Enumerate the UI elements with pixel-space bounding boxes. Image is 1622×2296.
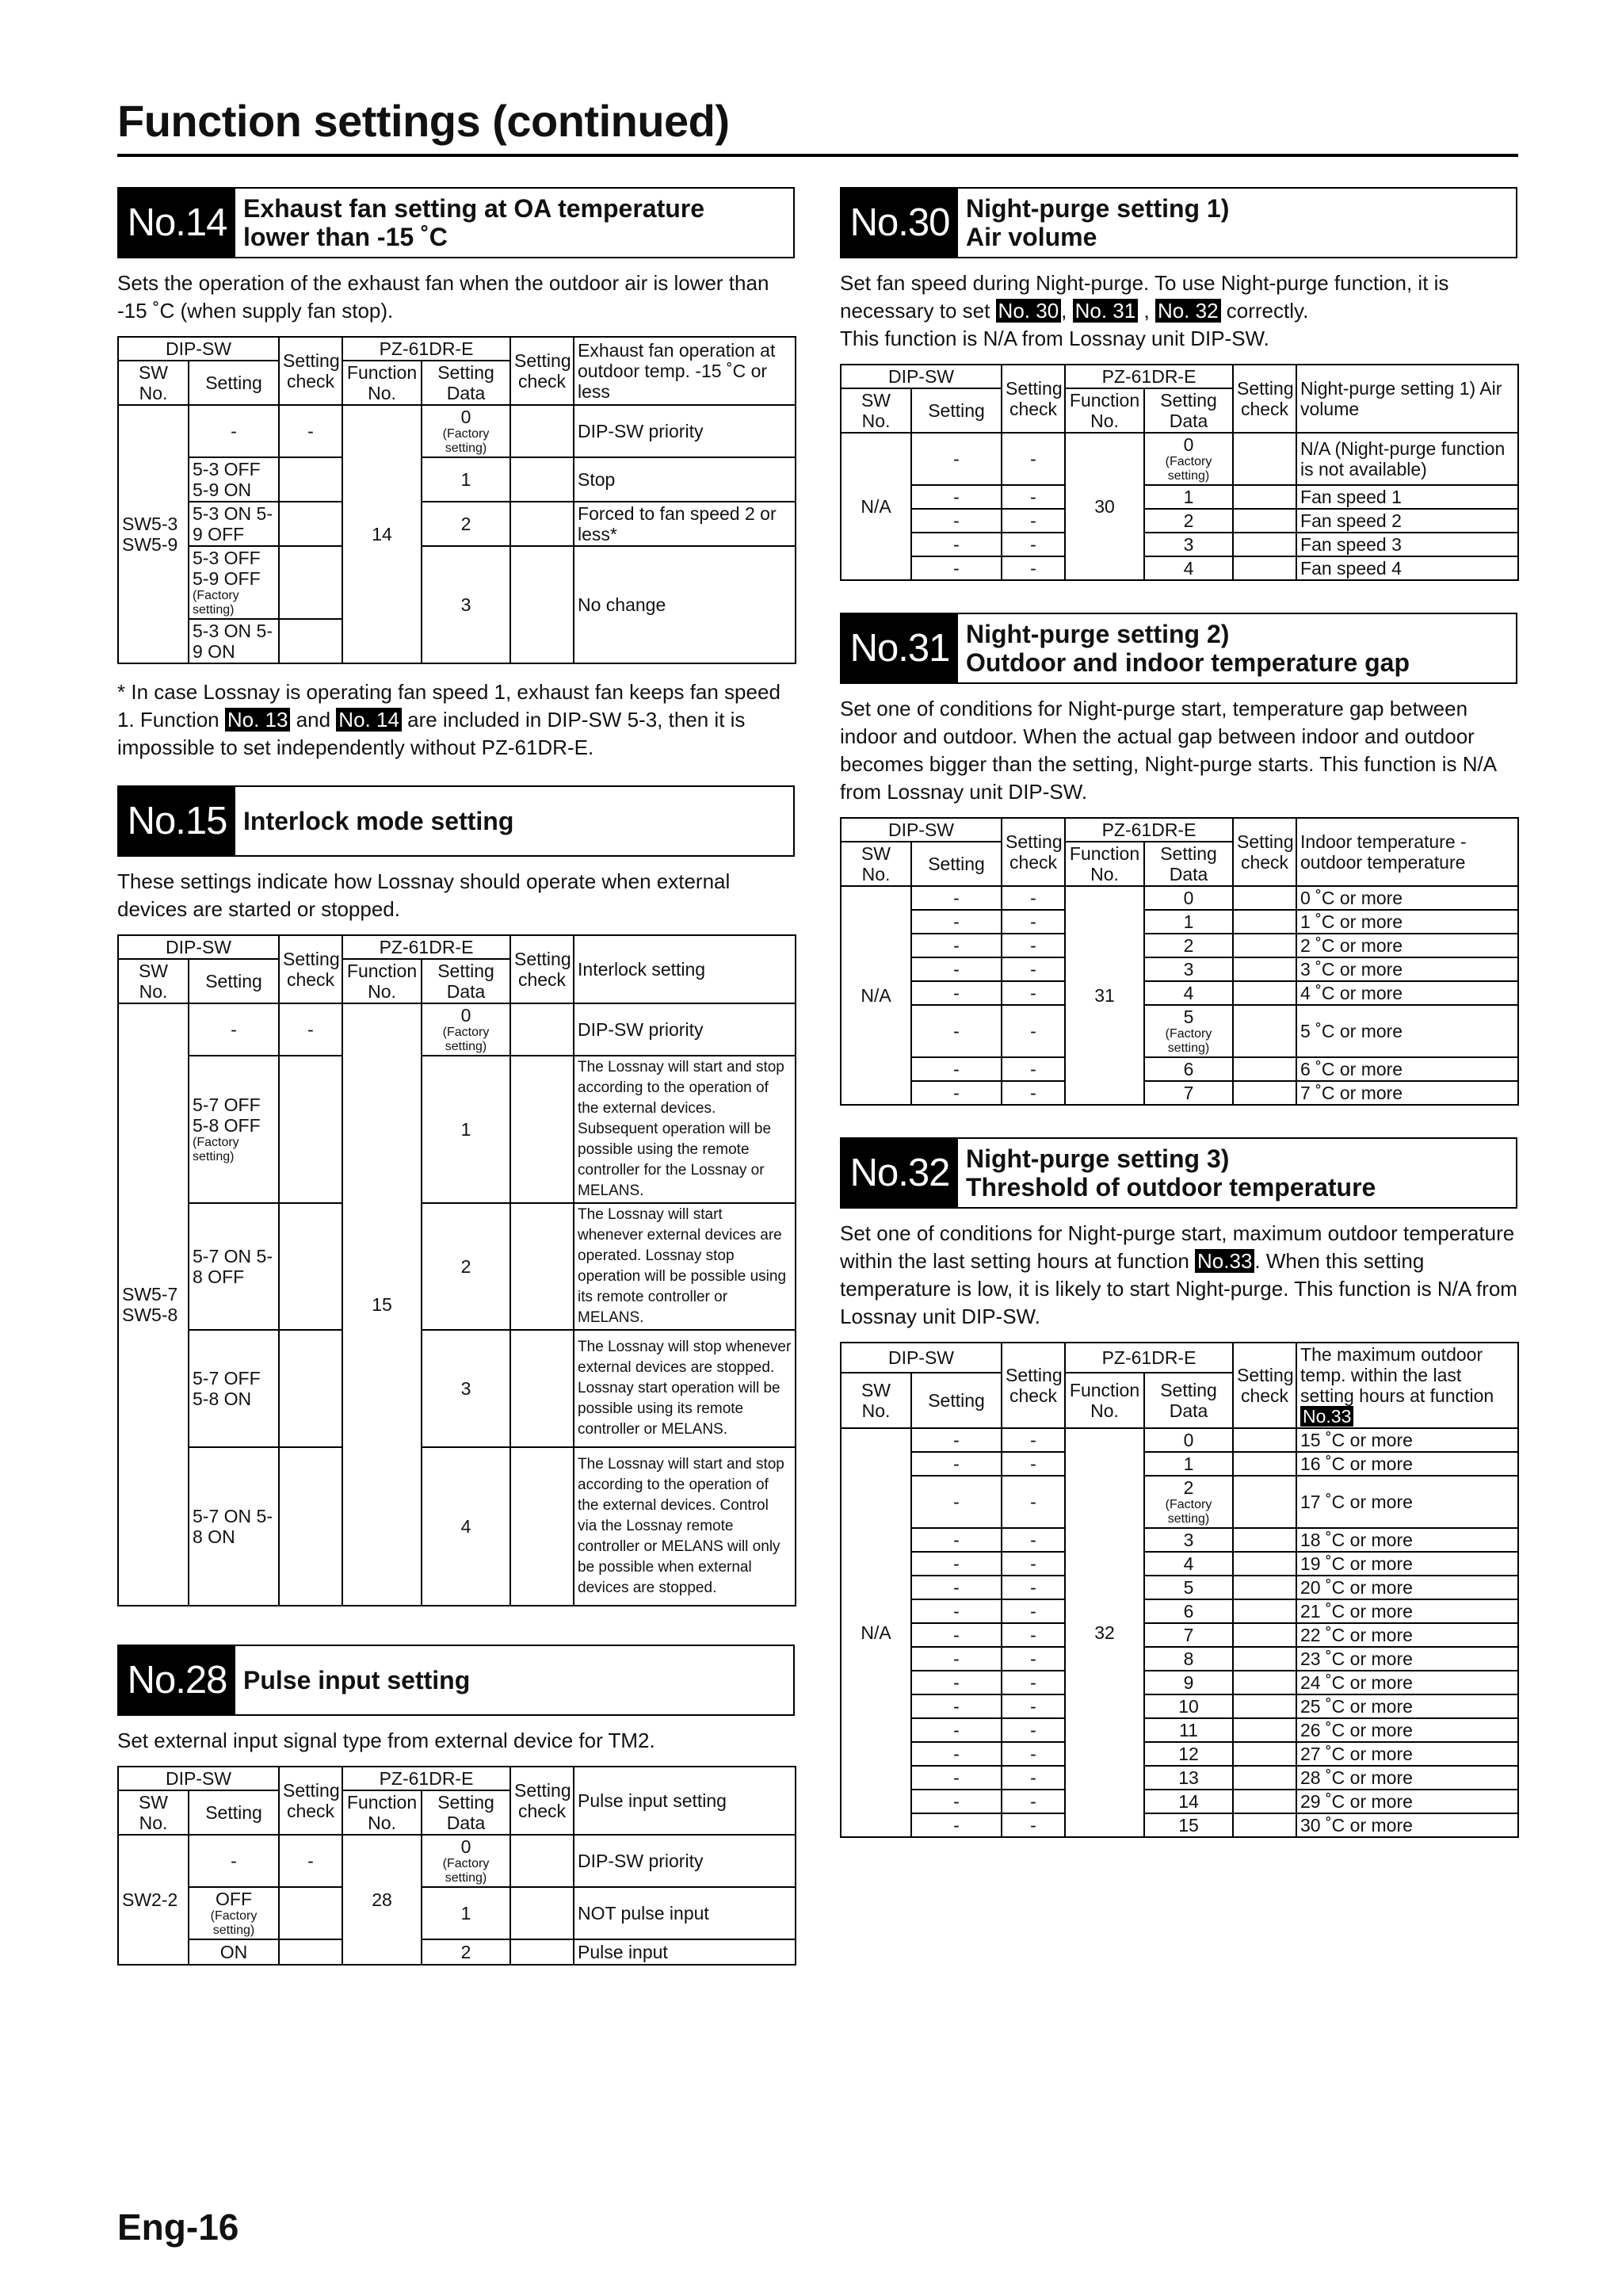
section-title: Interlock mode setting: [243, 807, 514, 835]
settings-table-no31: DIP-SW Setting check PZ-61DR-E Setting check Indoor temperature - outdoor temperature SW No. Setting Function No. Setting Data N/A - - 31 0 0 ˚C or more - - 1 1 ˚C or more - - 2 2 ˚C or more - - 3 3 ˚C or more - - 4 4 ˚C or more - - 5 (Factory setting) 5 ˚C or more - - 6 6 ˚C or more - - 7 7 ˚C or more: [840, 817, 1519, 1106]
right-column: [840, 187, 1517, 1838]
section-title: Night-purge setting 1) Air volume: [966, 194, 1230, 251]
section-number: No.15: [119, 787, 235, 855]
section-number: No.32: [842, 1139, 958, 1207]
func-cell: 14: [342, 405, 422, 663]
page-number: Eng-16: [117, 2206, 239, 2248]
section-header-no30: [840, 187, 1517, 258]
page-title: Function settings (continued): [117, 96, 730, 146]
section-header-no14: [117, 187, 795, 258]
func-cell: 31: [1065, 886, 1144, 1105]
sw-cell: SW2-2: [118, 1835, 189, 1965]
settings-table-no28: DIP-SW Setting check PZ-61DR-E Setting check Pulse input setting SW No. Setting Function No. Setting Data SW2-2 - - 28 0 (Factory setting) DIP-SW priority OFF (Factory setting) 1 NOT pulse input ON 2 Pulse input: [117, 1766, 796, 1966]
section-description: Set one of conditions for Night-purge start, temperature gap between indoor and outdoor. When the actual gap between indoor and outdoor becomes bigger than the setting, Night-purge starts. This function is N/A from Lossnay unit DIP-SW.: [840, 697, 1496, 804]
section-number: No.14: [119, 189, 235, 257]
section-description: These settings indicate how Lossnay should operate when external devices are started or stopped.: [117, 869, 731, 921]
section-description: Set one of conditions for Night-purge start, maximum outdoor temperature within the last setting hours at function No.33 . When this setting temperature is low, it is likely to start Night-purge. This function is N/A from Lossnay unit DIP-SW.: [840, 1221, 1517, 1328]
title-rule: [117, 154, 1518, 157]
section-header-no15: [117, 785, 795, 857]
header-setting-check: Setting check: [279, 337, 342, 405]
header-description: Exhaust fan operation at outdoor temp. -15 ˚C or less: [574, 337, 796, 405]
section-number: No.30: [842, 189, 958, 257]
func-cell: 30: [1065, 433, 1144, 580]
sw-cell: N/A: [841, 1428, 911, 1837]
settings-table-no14: DIP-SW Setting check PZ-61DR-E Setting check Exhaust fan operation at outdoor temp. -15 ˚C or less SW No. Setting Function No. Setting Data SW5-3 SW5-9 - - 14 0 (Factory setting) DIP-SW priority 5-3 OFF 5-9 ON 1 Stop 5-3 ON 5-9 OFF 2 Forced to fan speed 2 or less* 5-3 OFF 5-9 OFF (Factory setting) 3 No change 5-3 ON 5-9 ON: [117, 336, 796, 664]
section-description: Sets the operation of the exhaust fan when the outdoor air is lower than -15 ˚C (when supply fan stop).: [117, 271, 769, 323]
sw-cell: SW5-7 SW5-8: [118, 1003, 189, 1606]
section-number: No.31: [842, 614, 958, 682]
sw-cell: N/A: [841, 433, 911, 580]
header-setting-check: Setting check: [510, 337, 574, 405]
header-swno: SW No.: [118, 361, 189, 405]
footnote-no14: * In case Lossnay is operating fan speed 1, exhaust fan keeps fan speed 1. Function No. 13 and No. 14 are included in DIP-SW 5-3, then it is impossible to set independently without PZ-61DR-E.: [117, 680, 780, 759]
section-title: Night-purge setting 2) Outdoor and indoor temperature gap: [966, 620, 1410, 677]
settings-table-no32: DIP-SW Setting check PZ-61DR-E Setting check The maximum outdoor temp. within the last setting hours at function No.33 SW No. Setting Function No. Setting Data N/A - - 32 0 15 ˚C or more - - 1 16 ˚C or more - - 2 (Factory setting) 17 ˚C or more - - 3 18 ˚C or more - - 4 19 ˚C or more - - 5 20 ˚C or more - - 6 21 ˚C or more - - 7 22 ˚C or more - - 8 23 ˚C or more - - 9 24 ˚C or more - - 10 25 ˚C or more - - 11 26 ˚C or more - - 12 27 ˚C or more - - 13 28 ˚C or more - - 14 29 ˚C or more - - 15 30 ˚C or more: [840, 1342, 1519, 1838]
section-title: Night-purge setting 3) Threshold of outdoor temperature: [966, 1144, 1376, 1201]
func-cell: 28: [342, 1835, 422, 1965]
section-header-no32: [840, 1137, 1517, 1209]
section-title: Pulse input setting: [243, 1666, 471, 1694]
section-description: Set external input signal type from external device for TM2.: [117, 1729, 655, 1752]
header-pz: PZ-61DR-E: [342, 337, 510, 361]
header-dipsw: DIP-SW: [118, 337, 279, 361]
func-cell: 15: [342, 1003, 422, 1606]
sw-cell: SW5-3 SW5-9: [118, 405, 189, 663]
left-column: [117, 187, 795, 1966]
section-number: No.28: [119, 1646, 235, 1714]
settings-table-no30: DIP-SW Setting check PZ-61DR-E Setting check Night-purge setting 1) Air volume SW No. Setting Function No. Setting Data N/A - - 30 0 (Factory setting) N/A (Night-purge function is not available) - - 1 Fan speed 1 - - 2 Fan speed 2 - - 3 Fan speed 3 - - 4 Fan speed 4: [840, 364, 1519, 581]
func-cell: 32: [1065, 1428, 1144, 1837]
section-title: Exhaust fan setting at OA temperature lower than -15 ˚C: [243, 194, 705, 251]
header-funcno: Function No.: [342, 361, 422, 405]
header-setting: Setting: [189, 361, 279, 405]
settings-table-no15: DIP-SW Setting check PZ-61DR-E Setting check Interlock setting SW No. Setting Function No. Setting Data SW5-7 SW5-8 - - 15 0 (Factory setting) DIP-SW priority 5-7 OFF 5-8 OFF (Factory setting) 1 The Lossnay will start and stop according to the operation of the external devices. Subsequent operation will be possible using the remote controller for the Lossnay or MELANS. 5-7 ON 5-8 OFF 2 The Lossnay will start whenever external devices are operated. Lossnay stop operation will be possible using its remote controller or MELANS. 5-7 OFF 5-8 ON 3 The Lossnay will stop whenever external devices are stopped. Lossnay start operation will be possible using its remote controller or MELANS. 5-7 ON 5-8 ON 4 The Lossnay will start and stop according to the operation of the external devices. Control via the Lossnay remote controller or MELANS will only be possible when external devices are stopped.: [117, 934, 796, 1606]
section-header-no31: [840, 613, 1517, 684]
sw-cell: N/A: [841, 886, 911, 1105]
section-header-no28: [117, 1645, 795, 1716]
section-description: Set fan speed during Night-purge. To use Night-purge function, it is necessary to set No. 30 , No. 31 , No. 32 correctly. This function is N/A from Lossnay unit DIP-SW.: [840, 271, 1449, 350]
header-setdata: Setting Data: [422, 361, 510, 405]
